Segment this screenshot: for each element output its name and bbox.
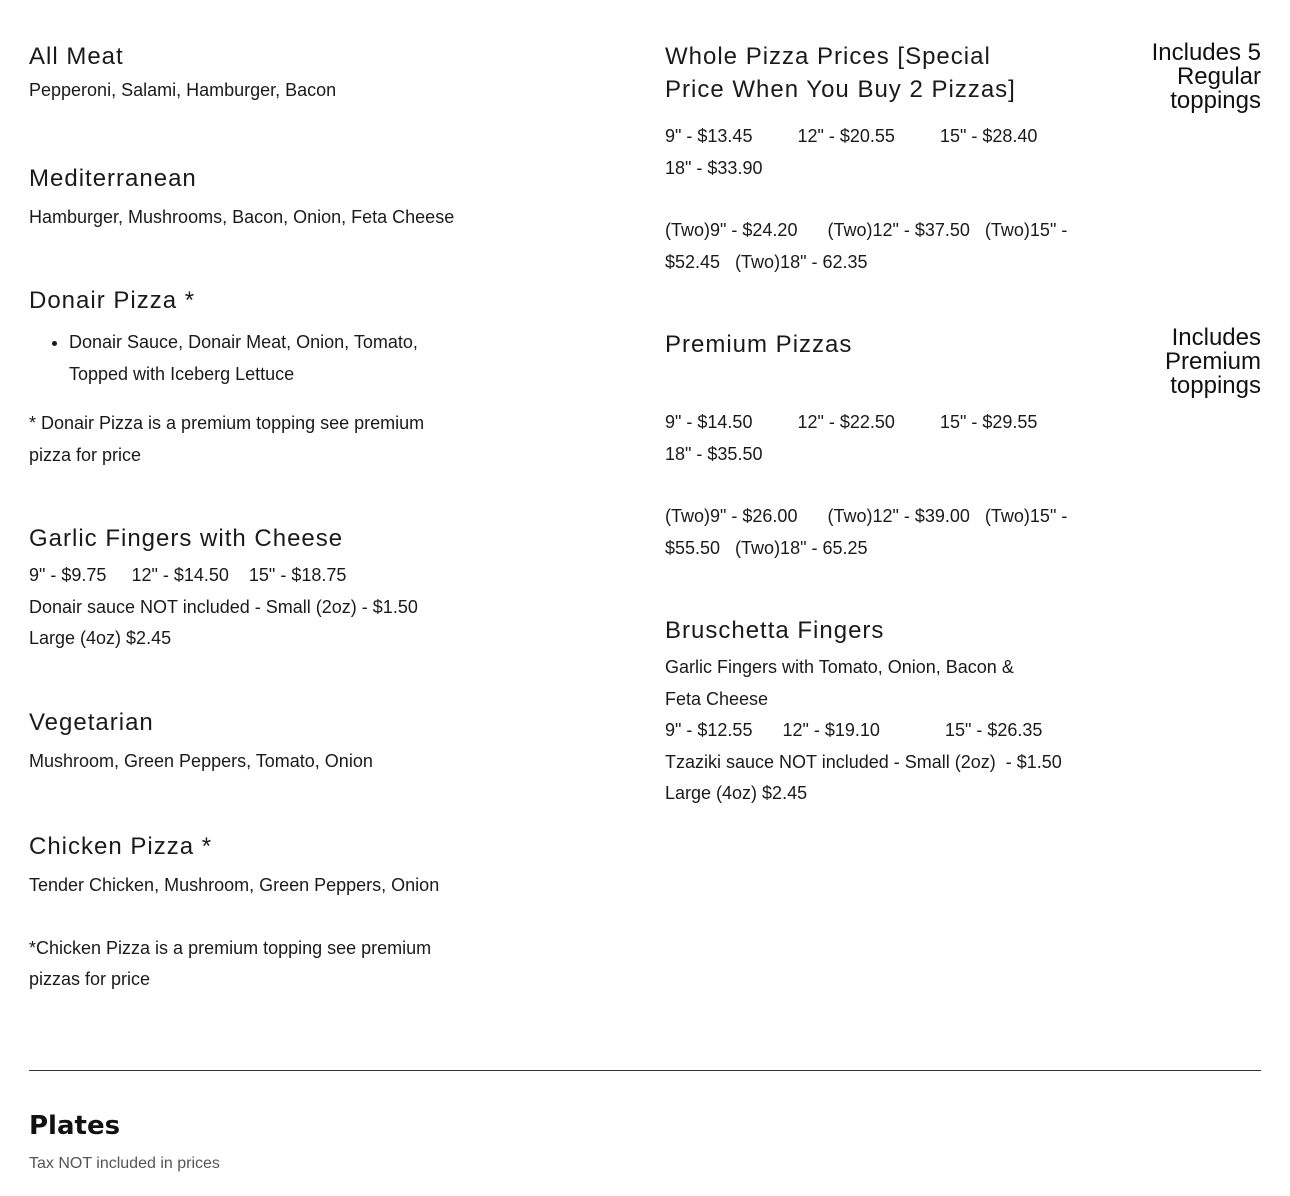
- menu-item-premium-pizzas: [665, 328, 1075, 564]
- menu-item-mediterranean: [29, 162, 469, 234]
- item-prices: 18" - $35.50: [665, 443, 763, 464]
- menu-item-bruschetta-fingers: [665, 614, 1075, 810]
- item-description: Tender Chicken, Mushroom, Green Peppers, Onion: [29, 875, 440, 895]
- item-two-prices: $55.50 (Two)18" - 65.25: [665, 537, 868, 558]
- menu-item-chicken-pizza: [29, 830, 469, 996]
- list-item: • Donair Sauce, Donair Meat, Onion, Tomato, Topped with Iceberg Lettuce: [69, 327, 469, 390]
- item-two-prices: (Two)9" - $26.00 (Two)12" - $39.00 (Two)15" -: [665, 506, 1068, 526]
- menu-item-donair-pizza: [29, 284, 469, 471]
- section-divider: [29, 1070, 1261, 1071]
- item-note: * Donair Pizza is a premium topping see premium pizza for price: [29, 413, 425, 465]
- item-sauce-note: Tzaziki sauce NOT included - Small (2oz) - $1.50: [665, 751, 1062, 772]
- item-prices: 9" - $14.50 12" - $22.50 15" - $29.55: [665, 412, 1038, 432]
- item-title: All Meat: [29, 43, 124, 70]
- item-title: Bruschetta Fingers: [665, 617, 885, 644]
- item-title: Mediterranean: [29, 164, 197, 192]
- left-menu-column: [29, 40, 469, 996]
- ingredient-list: [29, 327, 469, 390]
- item-description: Hamburger, Mushrooms, Bacon, Onion, Feta Cheese: [29, 206, 455, 227]
- menu-item-all-meat: [29, 40, 469, 107]
- tax-note: Tax NOT included in prices: [29, 1155, 220, 1172]
- whole-pizza-side-note: Includes 5 Regular toppings: [1151, 39, 1261, 114]
- item-title: Vegetarian: [29, 708, 154, 736]
- item-description: Mushroom, Green Peppers, Tomato, Onion: [29, 750, 373, 771]
- item-description: Pepperoni, Salami, Hamburger, Bacon: [29, 80, 337, 100]
- item-prices: 18" - $33.90: [665, 157, 763, 178]
- item-sauce-note: Donair sauce NOT included - Small (2oz) - $1.50: [29, 596, 418, 617]
- item-sauce-large: Large (4oz) $2.45: [29, 628, 172, 648]
- item-description: Garlic Fingers with Tomato, Onion, Bacon & Feta Cheese: [665, 657, 1014, 709]
- item-two-prices: $52.45 (Two)18" - 62.35: [665, 251, 868, 272]
- item-prices: 9" - $9.75 12" - $14.50 15" - $18.75: [29, 565, 347, 585]
- item-two-prices: (Two)9" - $24.20 (Two)12" - $37.50 (Two)15" -: [665, 220, 1068, 240]
- plates-heading: Plates: [29, 1111, 121, 1141]
- right-menu-column: [665, 40, 1075, 810]
- menu-item-vegetarian: [29, 706, 469, 778]
- item-prices: 9" - $13.45 12" - $20.55 15" - $28.40: [665, 126, 1038, 146]
- menu-item-garlic-fingers: [29, 522, 469, 655]
- premium-pizza-side-note: Includes Premium toppings: [1164, 324, 1261, 399]
- item-sauce-large: Large (4oz) $2.45: [665, 783, 808, 803]
- item-title: Donair Pizza *: [29, 287, 196, 314]
- item-prices: 9" - $12.55 12" - $19.10 15" - $26.35: [665, 720, 1043, 740]
- item-title: Chicken Pizza *: [29, 833, 213, 860]
- item-note: *Chicken Pizza is a premium topping see premium pizzas for price: [29, 937, 432, 989]
- menu-item-whole-pizza-prices: [665, 40, 1075, 278]
- item-title: Garlic Fingers with Cheese: [29, 525, 344, 552]
- item-title: Whole Pizza Prices [Special Price When You Buy 2 Pizzas]: [665, 43, 1016, 103]
- item-title: Premium Pizzas: [665, 331, 853, 358]
